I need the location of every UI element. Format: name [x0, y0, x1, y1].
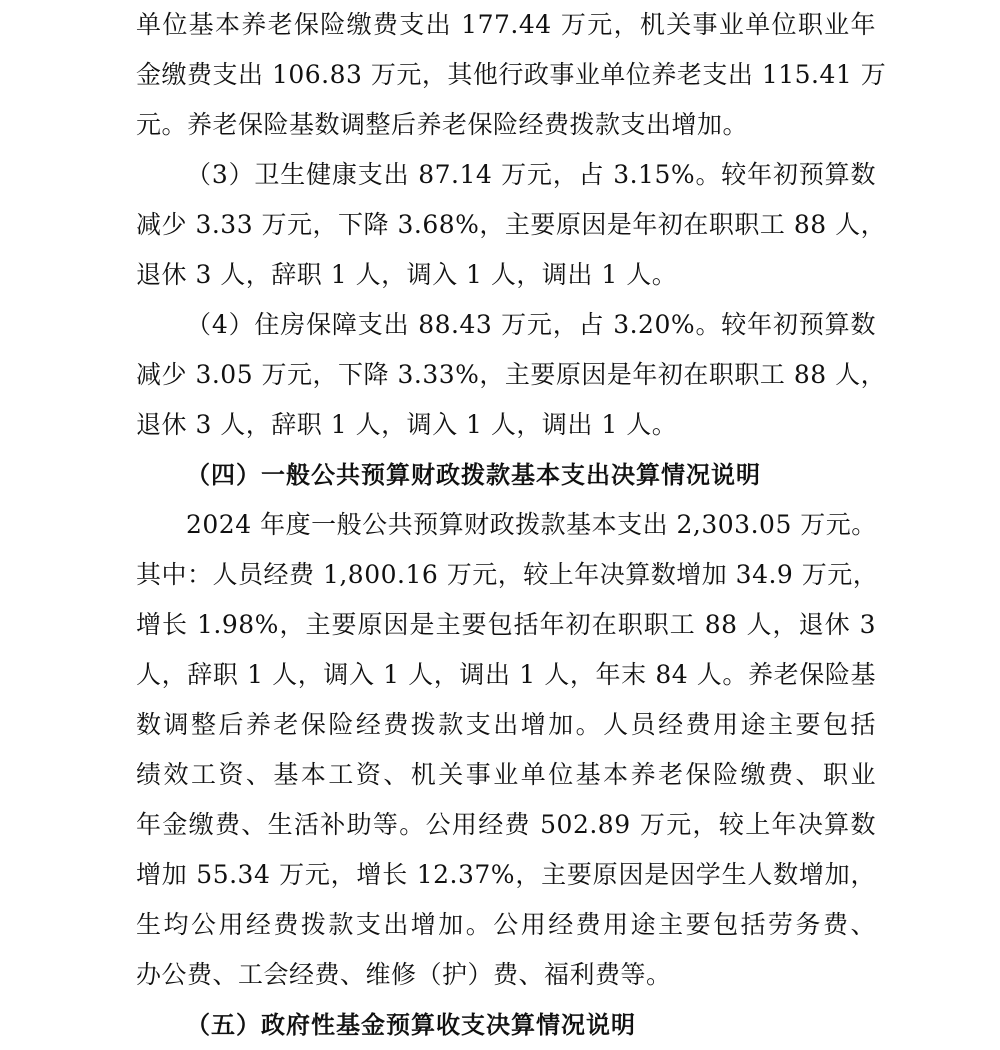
section-heading-5: （五）政府性基金预算收支决算情况说明: [186, 1011, 636, 1039]
paragraph-line: 办公费、工会经费、维修（护）费、福利费等。: [136, 960, 672, 989]
paragraph-line: 生均公用经费拨款支出增加。公用经费用途主要包括劳务费、: [136, 910, 876, 939]
paragraph-line: 增长 1.98%，主要原因是主要包括年初在职职工 88 人，退休 3: [136, 610, 876, 639]
paragraph-line-health: （3）卫生健康支出 87.14 万元，占 3.15%。较年初预算数: [186, 160, 876, 189]
paragraph-line: 减少 3.05 万元，下降 3.33%，主要原因是年初在职职工 88 人，: [136, 360, 887, 389]
paragraph-line: 2024 年度一般公共预算财政拨款基本支出 2,303.05 万元。: [186, 510, 877, 539]
section-heading-4: （四）一般公共预算财政拨款基本支出决算情况说明: [186, 461, 761, 489]
paragraph-line: 退休 3 人，辞职 1 人，调入 1 人，调出 1 人。: [136, 410, 678, 439]
paragraph-line: 单位基本养老保险缴费支出 177.44 万元，机关事业单位职业年: [136, 10, 876, 39]
paragraph-line: 元。养老保险基数调整后养老保险经费拨款支出增加。: [136, 110, 749, 139]
paragraph-line: 数调整后养老保险经费拨款支出增加。人员经费用途主要包括: [136, 710, 876, 739]
paragraph-line: 其中：人员经费 1,800.16 万元，较上年决算数增加 34.9 万元，: [136, 560, 879, 589]
paragraph-line: 金缴费支出 106.83 万元，其他行政事业单位养老支出 115.41 万: [136, 60, 887, 89]
paragraph-line: 减少 3.33 万元，下降 3.68%，主要原因是年初在职职工 88 人，: [136, 210, 887, 239]
paragraph-line: 绩效工资、基本工资、机关事业单位基本养老保险缴费、职业: [136, 760, 876, 789]
paragraph-line: 退休 3 人，辞职 1 人，调入 1 人，调出 1 人。: [136, 260, 678, 289]
paragraph-line: 年金缴费、生活补助等。公用经费 502.89 万元，较上年决算数: [136, 810, 876, 839]
paragraph-line-housing: （4）住房保障支出 88.43 万元，占 3.20%。较年初预算数: [186, 310, 876, 339]
paragraph-line: 人，辞职 1 人，调入 1 人，调出 1 人，年末 84 人。养老保险基: [136, 660, 876, 689]
paragraph-line: 增加 55.34 万元，增长 12.37%，主要原因是因学生人数增加，: [136, 860, 876, 889]
